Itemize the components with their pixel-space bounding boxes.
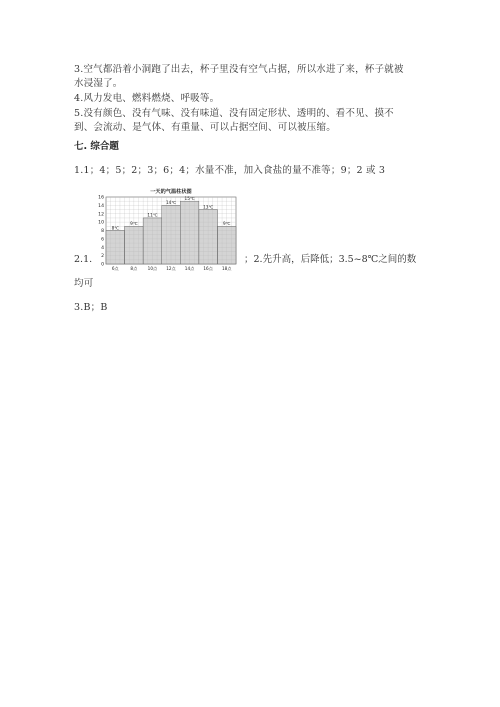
- data-label: 11℃: [147, 212, 158, 218]
- data-label: 9℃: [223, 221, 231, 227]
- x-tick-label: 12点: [166, 266, 176, 271]
- x-tick-label: 18点: [221, 266, 232, 271]
- data-label: 15℃: [184, 195, 195, 201]
- data-label: 9℃: [130, 221, 138, 227]
- answer-7-2-prefix: 2.1.: [74, 254, 93, 265]
- chart-title: 一天的气温柱状图: [150, 189, 192, 195]
- answer-prev-5-line2: 到、会流动、是气体、有重量、可以占据空间、可以被压缩。: [74, 122, 336, 133]
- data-label: 8℃: [111, 225, 119, 231]
- data-label: 13℃: [203, 204, 214, 210]
- x-tick-label: 6点: [111, 266, 119, 271]
- data-label: 14℃: [165, 200, 177, 206]
- x-tick-label: 16点: [203, 266, 213, 271]
- y-tick-label: 2: [101, 254, 104, 260]
- y-tick-label: 4: [101, 245, 104, 251]
- section-heading: 七. 综合题: [74, 141, 119, 152]
- y-tick-label: 16: [98, 195, 104, 201]
- x-tick-label: 10点: [147, 266, 158, 271]
- y-tick-label: 10: [98, 220, 104, 226]
- answer-7-2-suffix: ；2.先升高，后降低；3.5~8℃之间的数: [244, 254, 417, 265]
- answer-prev-3-line2: 水浸湿了。: [74, 78, 123, 89]
- answer-7-2-line2: 均可: [74, 278, 94, 289]
- y-tick-label: 0: [101, 262, 104, 268]
- y-tick-label: 14: [98, 203, 104, 209]
- x-tick-label: 8点: [130, 266, 138, 271]
- x-tick-label: 14点: [184, 266, 195, 271]
- answer-7-1: 1.1；4；5；2；3；6；4；水量不准，加入食盐的量不准等；9；2 或 3: [74, 165, 386, 176]
- y-tick-label: 12: [98, 212, 104, 218]
- y-tick-label: 8: [101, 229, 104, 234]
- answer-prev-5-line1: 5.没有颜色、没有气味、没有味道、没有固定形状、透明的、看不见、摸不: [74, 108, 394, 119]
- temperature-bar-chart: [88, 186, 238, 274]
- chart-svg: [88, 186, 238, 274]
- answer-7-3: 3.B；B: [74, 302, 108, 313]
- answer-prev-3-line1: 3.空气都沿着小洞跑了出去，杯子里没有空气占据，所以水进了来，杯子就被: [74, 64, 404, 75]
- answer-prev-4: 4.风力发电、燃料燃烧、呼吸等。: [74, 93, 220, 104]
- y-tick-label: 6: [101, 237, 104, 243]
